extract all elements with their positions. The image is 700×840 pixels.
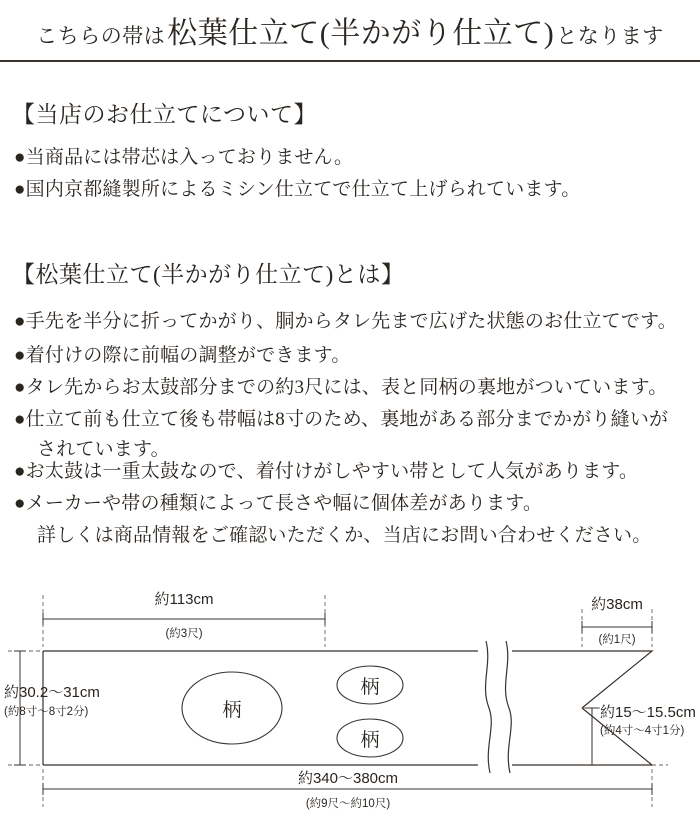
- dim-bottom-sub: (約9尺〜約10尺): [305, 798, 391, 810]
- dim-bottom-main: 約340〜380cm: [297, 770, 399, 787]
- bullet-matsuba-5: ●お太鼓は一重太鼓なので、着付けがしやすい帯として人気があります。: [14, 461, 639, 482]
- bullet-matsuba-3: ●タレ先からお太鼓部分までの約3尺には、表と同柄の裏地がついています。: [14, 377, 668, 398]
- dim-right-bottom-main: 約15〜15.5cm: [600, 704, 696, 721]
- bullet-shop-1: ●当商品には帯芯は入っておりません。: [14, 147, 354, 168]
- dim-top-main: 約113cm: [154, 591, 214, 608]
- header-prefix: こちらの帯は: [36, 24, 166, 48]
- obi-dimension-diagram: [0, 575, 700, 840]
- dim-left-sub: (約8寸〜8寸2分): [4, 706, 89, 718]
- dim-right-top-main: 約38cm: [591, 596, 643, 613]
- pattern-label-3: 柄: [360, 730, 380, 751]
- dim-top-sub: (約3尺): [165, 628, 203, 640]
- page-header: [0, 0, 700, 62]
- bullet-matsuba-1: ●手先を半分に折ってかがり、胴からタレ先まで広げた状態のお仕立てです。: [14, 311, 677, 332]
- section-title-matsuba-definition: 【松葉仕立て(半かがり仕立て)とは】: [12, 262, 405, 287]
- header-suffix: となります: [556, 24, 664, 48]
- bullet-matsuba-6: ●メーカーや帯の種類によって長さや幅に個体差があります。: [14, 493, 543, 514]
- bullet-matsuba-4: ●仕立て前も仕立て後も帯幅は8寸のため、裏地がある部分までかがり縫いが: [14, 409, 669, 430]
- bullet-matsuba-2: ●着付けの際に前幅の調整ができます。: [14, 345, 351, 366]
- bullet-matsuba-4-cont: されています。: [37, 439, 170, 460]
- dim-right-bottom-sub: (約4寸〜4寸1分): [600, 725, 685, 737]
- dim-right-top-sub: (約1尺): [598, 634, 636, 646]
- pattern-label-2: 柄: [360, 677, 380, 698]
- section-title-shop-tailoring: 【当店のお仕立てについて】: [12, 102, 318, 127]
- bullet-matsuba-6-cont: 詳しくは商品情報をご確認いただくか、当店にお問い合わせください。: [37, 525, 652, 546]
- header-emphasis: 松葉仕立て(半かがり仕立て): [167, 17, 555, 50]
- bullet-shop-2: ●国内京都縫製所によるミシン仕立てで仕立て上げられています。: [14, 179, 581, 200]
- dim-left-main: 約30.2〜31cm: [4, 684, 100, 701]
- header-line: [36, 8, 663, 52]
- pattern-label-1: 柄: [222, 700, 242, 721]
